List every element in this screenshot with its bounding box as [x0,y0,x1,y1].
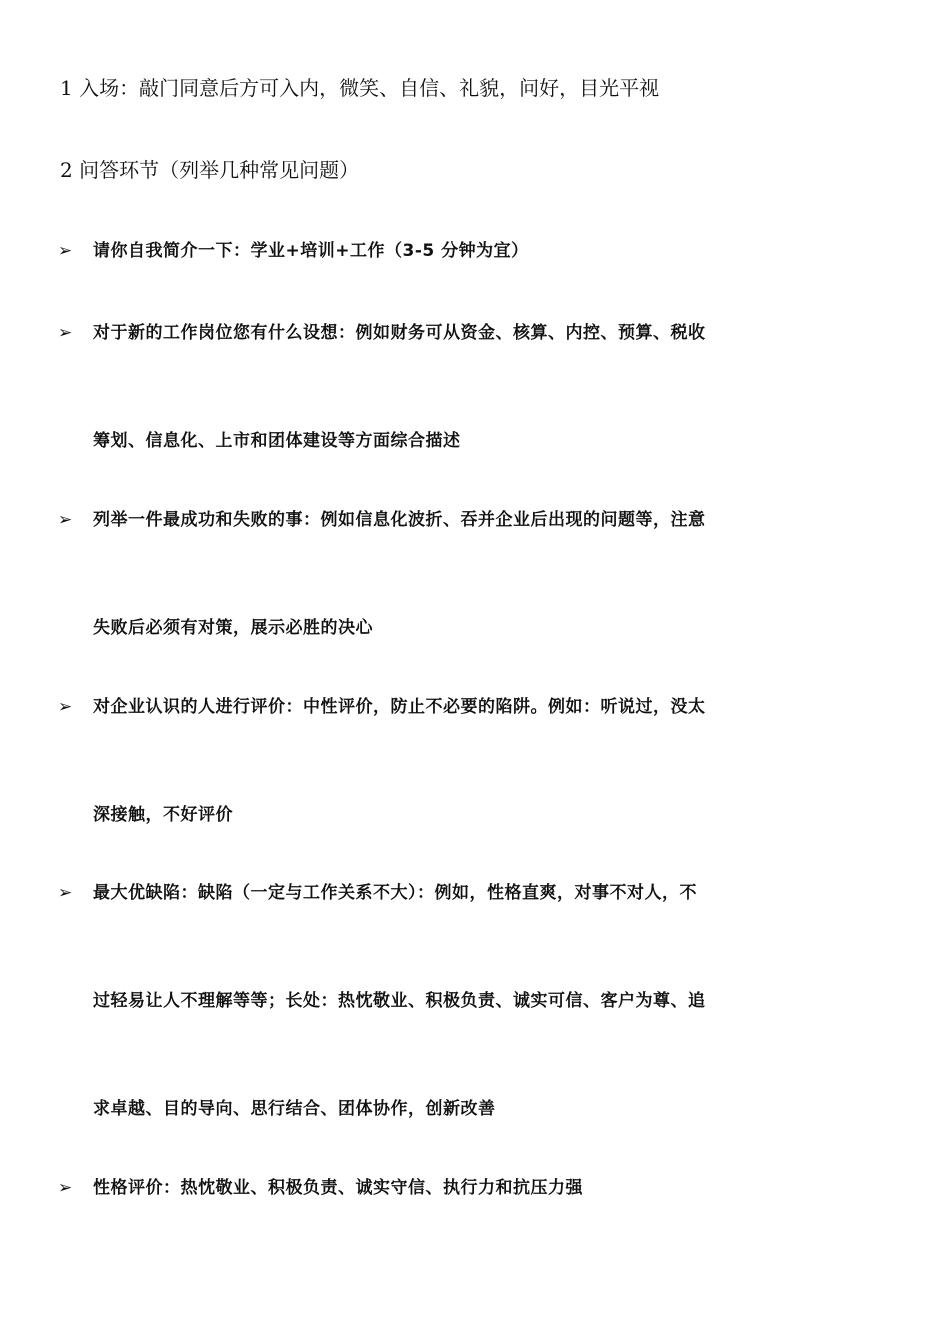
bullet-arrow-icon: ➢ [58,323,73,343]
bullet-arrow-icon: ➢ [58,697,73,717]
list-item-line: 失败后必须有对策，展示必胜的决心 [93,618,373,638]
section-heading-entry: 1 入场：敲门同意后方可入内，微笑、自信、礼貌，问好，目光平视 [60,76,660,100]
list-item-line: 求卓越、目的导向、思行结合、团体协作，创新改善 [93,1099,496,1119]
list-item-line: 对于新的工作岗位您有什么设想：例如财务可从资金、核算、内控、预算、税收 [93,323,706,343]
list-item-line: 筹划、信息化、上市和团体建设等方面综合描述 [93,431,461,451]
bullet-arrow-icon: ➢ [58,1178,73,1198]
list-item-line: 性格评价：热忱敬业、积极负责、诚实守信、执行力和抗压力强 [93,1178,583,1198]
bullet-arrow-icon: ➢ [58,883,73,903]
list-item-line: 列举一件最成功和失败的事：例如信息化波折、吞并企业后出现的问题等，注意 [93,510,706,530]
section-heading-qa: 2 问答环节（列举几种常见问题） [60,158,360,182]
list-item-line: 过轻易让人不理解等等；长处：热忱敬业、积极负责、诚实可信、客户为尊、追 [93,991,706,1011]
list-item-line: 对企业认识的人进行评价：中性评价，防止不必要的陷阱。例如：听说过，没太 [93,697,706,717]
bullet-arrow-icon: ➢ [58,241,73,261]
bullet-arrow-icon: ➢ [58,510,73,530]
list-item-line: 最大优缺陷：缺陷（一定与工作关系不大）：例如，性格直爽，对事不对人，不 [93,883,697,903]
list-item-line: 深接触，不好评价 [93,805,233,825]
list-item-line: 请你自我简介一下：学业+培训+工作（3-5 分钟为宜） [93,241,529,261]
